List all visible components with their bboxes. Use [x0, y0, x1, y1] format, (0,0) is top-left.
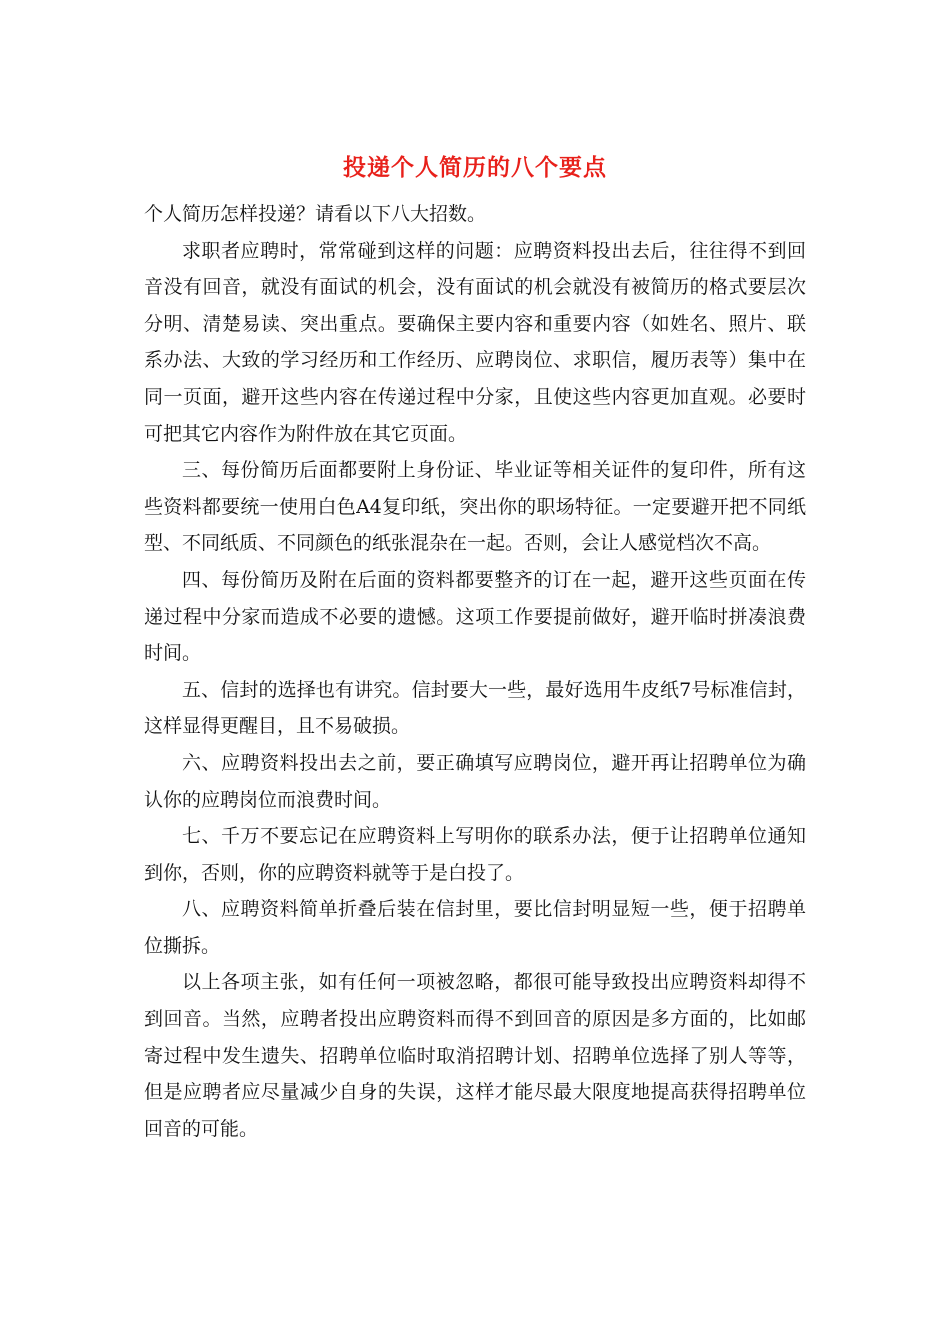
paragraph-1: 求职者应聘时，常常碰到这样的问题：应聘资料投出去后，往往得不到回音没有回音，就没有面试的机会，没有面试的机会就没有被简历的格式要层次分明、清楚易读、突出重点。要确保主要内容和重要内容（如姓名、照片、联系办法、大致的学习经历和工作经历、应聘岗位、求职信，履历表等）集中在同一页面，避开这些内容在传递过程中分家，且使这些内容更加直观。必要时可把其它内容作为附件放在其它页面。	[144, 239, 806, 445]
paragraph-3: 三、每份简历后面都要附上身份证、毕业证等相关证件的复印件，所有这些资料都要统一使用白色A4复印纸，突出你的职场特征。一定要避开把不同纸型、不同纸质、不同颜色的纸张混杂在一起。否则，会让人感觉档次不高。	[144, 459, 806, 555]
paragraph-8: 八、应聘资料简单折叠后装在信封里，要比信封明显短一些，便于招聘单位撕拆。	[144, 898, 806, 957]
paragraph-5: 五、信封的选择也有讲究。信封要大一些，最好选用牛皮纸7号标准信封，这样显得更醒目，且不易破损。	[144, 678, 806, 738]
conclusion-paragraph: 以上各项主张，如有任何一项被忽略，都很可能导致投出应聘资料却得不到回音。当然，应聘者投出应聘资料而得不到回音的原因是多方面的，比如邮寄过程中发生遗失、招聘单位临时取消招聘计划、招聘单位选择了别人等等，但是应聘者应尽量减少自身的失误，这样才能尽最大限度地提高获得招聘单位回音的可能。	[144, 971, 806, 1140]
paragraph-7: 七、千万不要忘记在应聘资料上写明你的联系办法，便于让招聘单位通知到你，否则，你的应聘资料就等于是白投了。	[144, 825, 806, 884]
document-title: 投递个人简历的八个要点	[343, 154, 607, 181]
document-body	[144, 196, 806, 1147]
paragraph-4: 四、每份简历及附在后面的资料都要整齐的订在一起，避开这些页面在传递过程中分家而造成不必要的遗憾。这项工作要提前做好，避开临时拼凑浪费时间。	[144, 568, 806, 665]
intro-paragraph: 个人简历怎样投递？请看以下八大招数。	[144, 203, 487, 225]
paragraph-6: 六、应聘资料投出去之前，要正确填写应聘岗位，避开再让招聘单位为确认你的应聘岗位而浪费时间。	[144, 751, 806, 811]
